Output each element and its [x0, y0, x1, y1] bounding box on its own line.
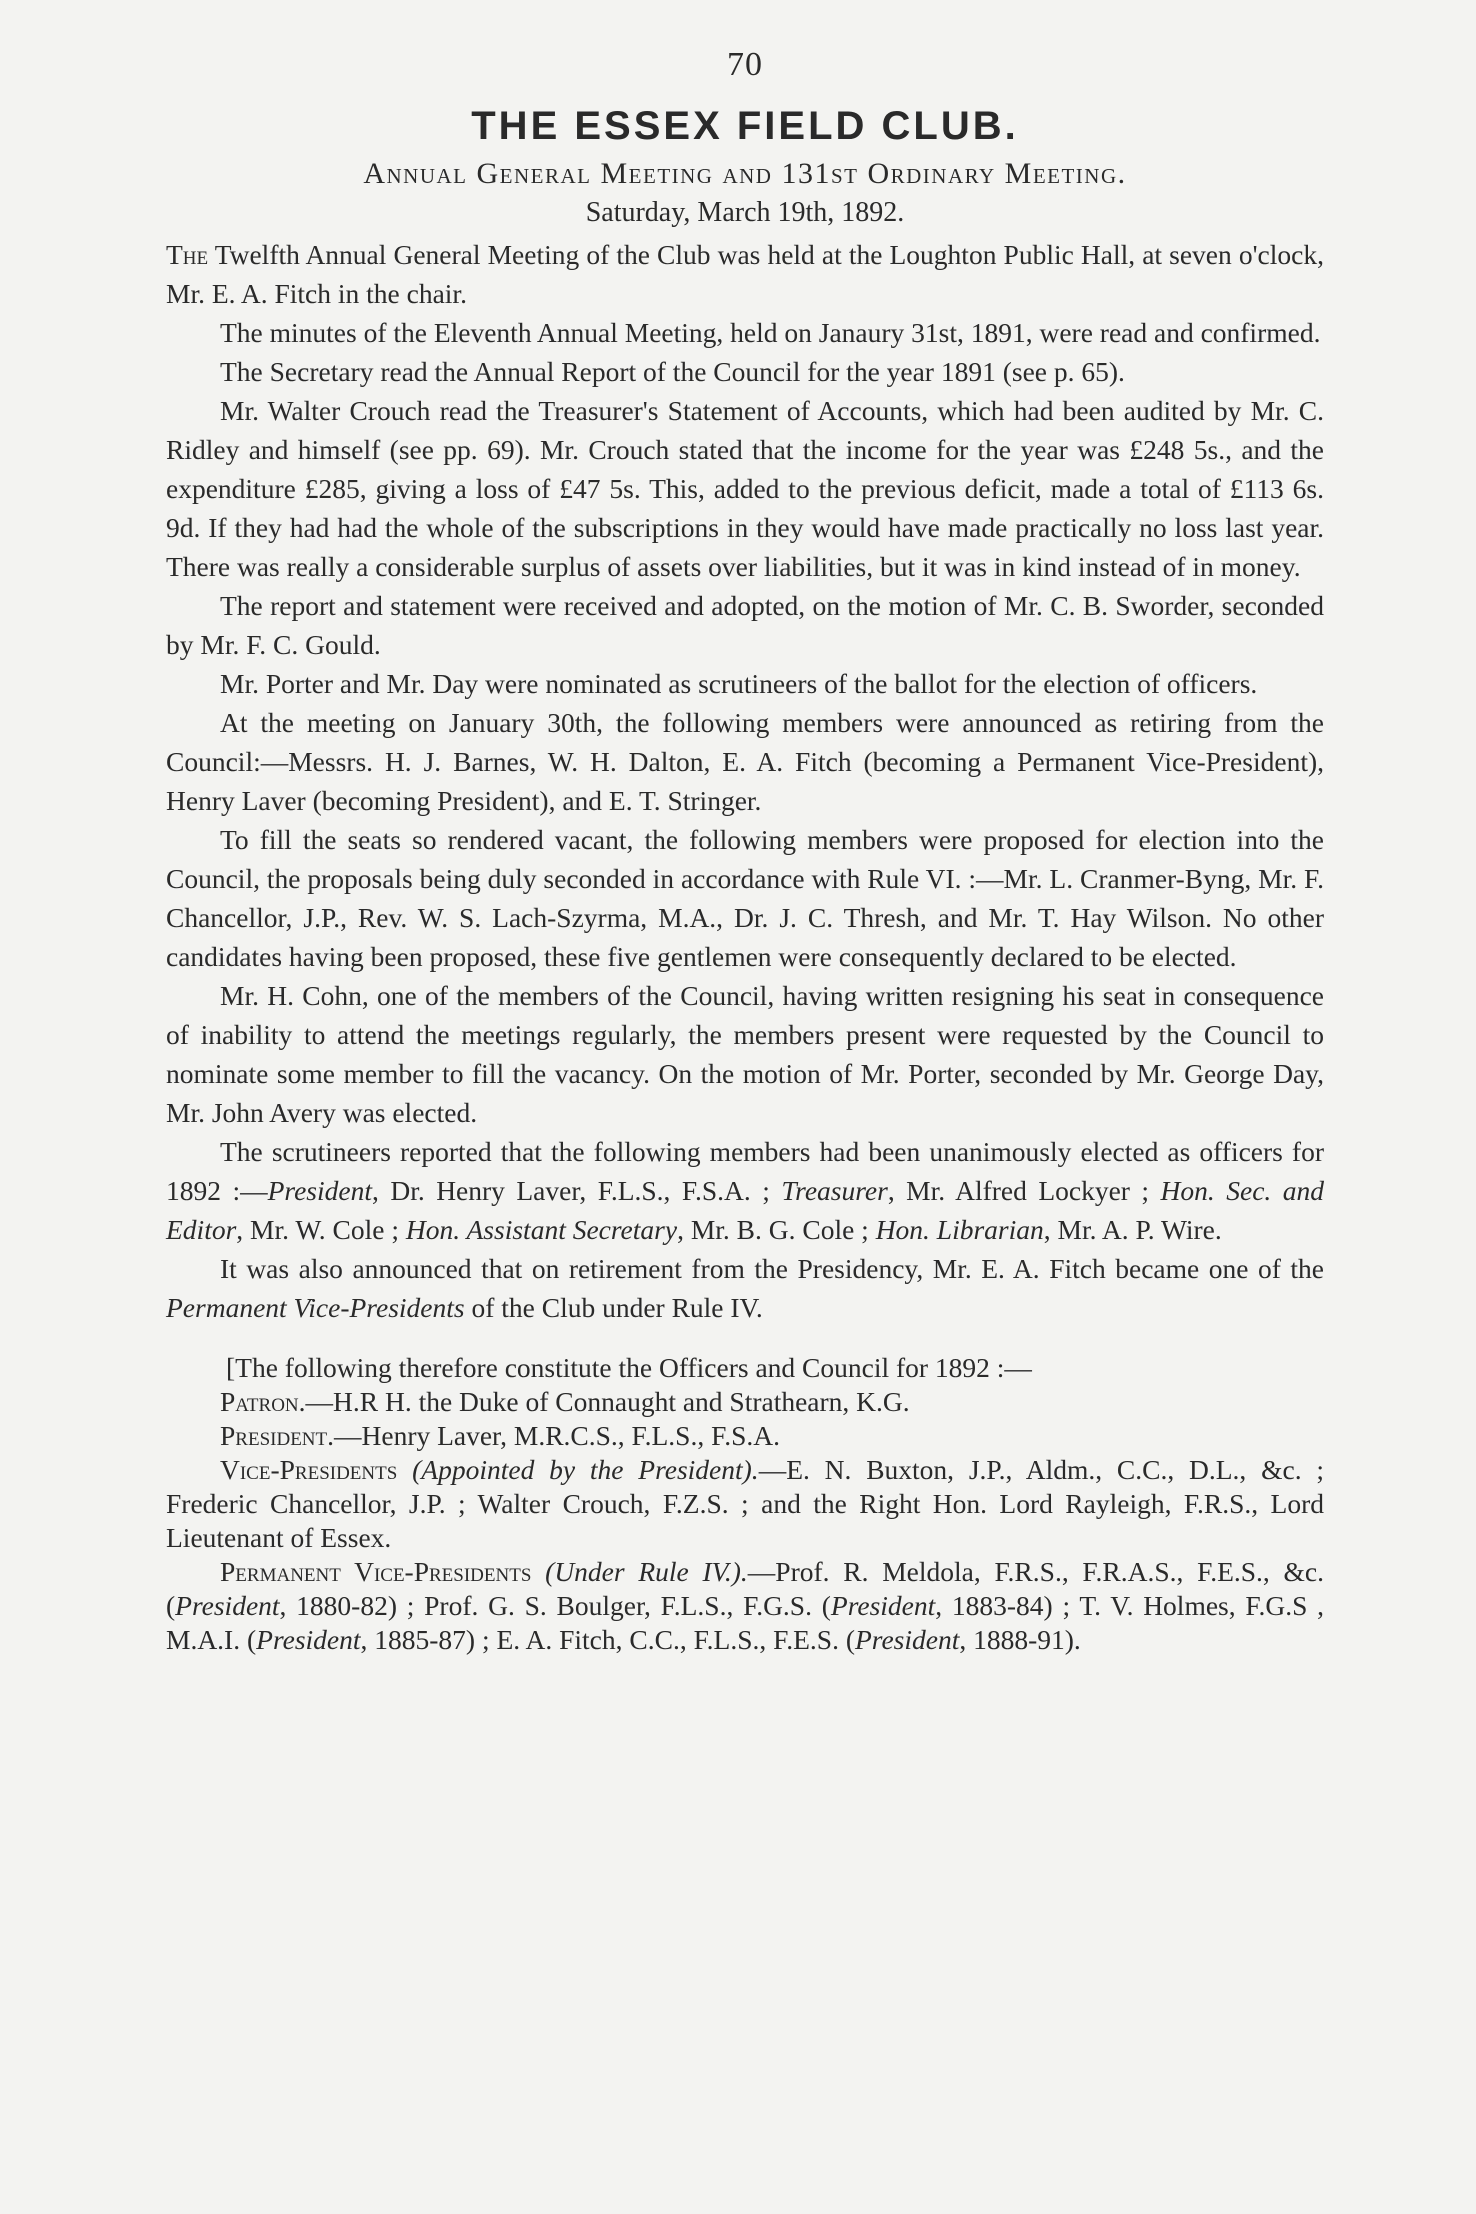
- text-run: , Mr. W. Cole ;: [236, 1214, 406, 1245]
- office-title: Permanent Vice-Presidents: [166, 1292, 465, 1323]
- role-label: Permanent Vice-Presidents: [220, 1556, 532, 1587]
- paragraph-2: The minutes of the Eleventh Annual Meeting, held on Janaury 31st, 1891, were read and confirmed.: [220, 317, 1321, 348]
- office-title: President: [256, 1624, 361, 1655]
- role-holders: , 1888-91).: [959, 1624, 1081, 1655]
- council-intro: [The following therefore constitute the Officers and Council for 1892 :—: [226, 1352, 1032, 1383]
- lead-word: The: [166, 239, 209, 270]
- paragraph-6: Mr. Porter and Mr. Day were nominated as scrutineers of the ballot for the election of officers.: [220, 668, 1258, 699]
- text-run: , Mr. A. P. Wire.: [1043, 1214, 1222, 1245]
- council-vice-presidents: [166, 1453, 1324, 1555]
- office-title: President: [267, 1175, 372, 1206]
- paragraph-9: Mr. H. Cohn, one of the members of the Council, having written resigning his seat in consequence of inability to attend the meetings regularly, the members present were requested by the Council to nominate some member to fill the vacancy. On the motion of Mr. Porter, seconded by Mr. George Day, Mr. John Avery was elected.: [166, 980, 1324, 1128]
- office-title: Hon. Sec. and Editor: [166, 1175, 1325, 1245]
- minutes-body: [166, 235, 1324, 1327]
- role-note: (Appointed by the President).: [412, 1454, 759, 1485]
- role-holders: —Henry Laver, M.R.C.S., F.L.S., F.S.A.: [334, 1420, 780, 1451]
- role-holders: , 1885-87) ; E. A. Fitch, C.C., F.L.S., F.E.S. (: [360, 1624, 855, 1655]
- page-number: 70: [727, 46, 763, 83]
- council-permanent-vice-presidents: [166, 1555, 1324, 1657]
- role-holders: —E. N. Buxton, J.P., Aldm., C.C., D.L., &c. ; Frederic Chancellor, J.P. ; Walter Crouch, F.Z.S. ; and the Right Hon. Lord Rayleigh, F.R.S., Lord Lieutenant of Essex.: [166, 1454, 1325, 1553]
- council-list: [166, 1351, 1324, 1657]
- role-label: Patron.: [220, 1386, 306, 1417]
- meeting-subtitle: Annual General Meeting and 131st Ordinary Meeting.: [363, 157, 1127, 190]
- role-holders: —Prof. R. Meldola, F.R.S., F.R.A.S., F.E.S., &c. (: [166, 1556, 1325, 1621]
- office-title: Hon. Librarian: [875, 1214, 1044, 1245]
- role-holders: , 1883-84) ; T. V. Holmes, F.G.S , M.A.I. (: [166, 1590, 1324, 1655]
- role-holders: , 1880-82) ; Prof. G. S. Boulger, F.L.S., F.G.S. (: [279, 1590, 831, 1621]
- paragraph-4: Mr. Walter Crouch read the Treasurer's Statement of Accounts, which had been audited by Mr. C. Ridley and himself (see pp. 69). Mr. Crouch stated that the income for the year was £248 5s., and the expenditure £285, giving a loss of £47 5s. This, added to the previous deficit, made a total of £113 6s. 9d. If they had had the whole of the subscriptions in they would have made practically no loss last year. There was really a considerable surplus of assets over liabilities, but it was in kind instead of in money.: [166, 395, 1324, 582]
- role-label: President.: [220, 1420, 334, 1451]
- paragraph-text: Twelfth Annual General Meeting of the Club was held at the Loughton Public Hall, at seven o'clock, Mr. E. A. Fitch in the chair.: [166, 239, 1324, 309]
- paragraph-1: [166, 235, 1324, 313]
- paragraph-7: At the meeting on January 30th, the following members were announced as retiring from the Council:—Messrs. H. J. Barnes, W. H. Dalton, E. A. Fitch (becoming a Permanent Vice-President), Henry Laver (becoming President), and E. T. Stringer.: [166, 707, 1324, 816]
- office-title: President: [175, 1590, 280, 1621]
- council-patron: [166, 1385, 1324, 1419]
- paragraph-8: To fill the seats so rendered vacant, the following members were proposed for election into the Council, the proposals being duly seconded in accordance with Rule VI. :—Mr. L. Cranmer-Byng, Mr. F. Chancellor, J.P., Rev. W. S. Lach-Szyrma, M.A., Dr. J. C. Thresh, and Mr. T. Hay Wilson. No other candidates having been proposed, these five gentlemen were consequently declared to be elected.: [166, 824, 1324, 972]
- paragraph-10: [166, 1132, 1324, 1249]
- role-note: (Under Rule IV.).: [545, 1556, 748, 1587]
- paragraph-11: [166, 1249, 1324, 1327]
- role-holders: —H.R H. the Duke of Connaught and Strathearn, K.G.: [305, 1386, 910, 1417]
- office-title: President: [854, 1624, 960, 1655]
- office-title: President: [830, 1590, 936, 1621]
- page-title: THE ESSEX FIELD CLUB.: [471, 104, 1019, 148]
- paragraph-5: The report and statement were received and adopted, on the motion of Mr. C. B. Sworder, seconded by Mr. F. C. Gould.: [166, 590, 1324, 660]
- office-title: Hon. Assistant Secretary: [405, 1214, 678, 1245]
- paragraph-3: The Secretary read the Annual Report of the Council for the year 1891 (see p. 65).: [220, 356, 1125, 387]
- text-run: , Mr. B. G. Cole ;: [677, 1214, 876, 1245]
- text-run: It was also announced that on retirement from the Presidency, Mr. E. A. Fitch became one of the: [220, 1253, 1324, 1284]
- meeting-date: Saturday, March 19th, 1892.: [585, 197, 905, 228]
- text-run: The scrutineers reported that the following members had been unanimously elected as officers for 1892 :—: [166, 1136, 1324, 1206]
- office-title: Treasurer: [781, 1175, 888, 1206]
- text-run: , Dr. Henry Laver, F.L.S., F.S.A. ;: [372, 1175, 782, 1206]
- council-president: [166, 1419, 1324, 1453]
- text-run: of the Club under Rule IV.: [464, 1292, 763, 1323]
- role-label: Vice-Presidents: [220, 1454, 398, 1485]
- text-run: , Mr. Alfred Lockyer ;: [887, 1175, 1161, 1206]
